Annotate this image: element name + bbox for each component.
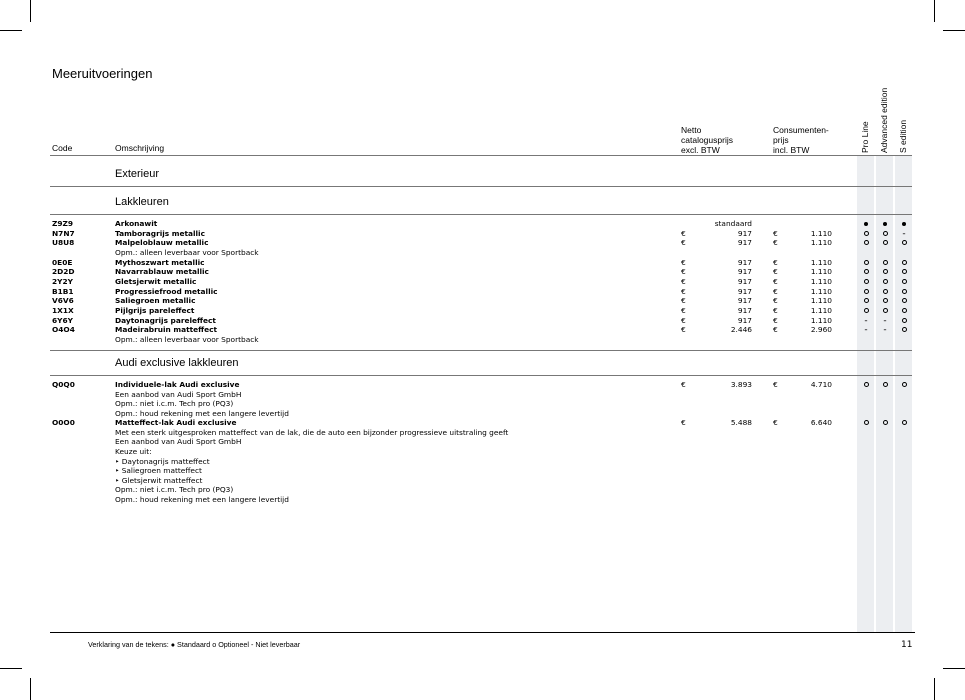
option-code: 6Y6Y [52, 315, 73, 325]
consumer-price: 1.110 [810, 286, 832, 296]
consumer-price: 1.110 [810, 296, 832, 306]
optional-ring-icon [883, 279, 888, 284]
table-row [0, 229, 965, 239]
note-text: Opm.: niet i.c.m. Tech pro (PQ3) [115, 485, 234, 495]
header-netto-line: catalogusprijs [681, 135, 733, 145]
section-exterieur: Exterieur [115, 168, 160, 180]
option-code: O4O4 [52, 325, 75, 335]
availability-advanced: - [883, 325, 887, 336]
note-row [0, 476, 965, 486]
currency-symbol: € [773, 238, 778, 248]
note-row [0, 495, 965, 505]
note-text: ‣ Saliegroen matteffect [115, 466, 202, 476]
availability-advanced: - [883, 315, 887, 326]
optional-ring-icon [883, 420, 888, 425]
consumer-price: 1.110 [810, 257, 832, 267]
availability-s-edition [898, 380, 910, 390]
netto-price: 2.446 [730, 325, 752, 335]
header-code: Code [52, 143, 73, 153]
standard-dot-icon [883, 222, 887, 226]
currency-symbol: € [773, 267, 778, 277]
section-divider [50, 214, 912, 215]
crop-mark [0, 30, 22, 31]
optional-ring-icon [902, 289, 907, 294]
netto-price: 5.488 [730, 418, 752, 428]
table-row [0, 296, 965, 306]
table-row [0, 238, 965, 248]
currency-symbol: € [773, 325, 778, 335]
table-row [0, 306, 965, 316]
note-text: Een aanbod van Audi Sport GmbH [115, 437, 242, 447]
standard-dot-icon [864, 222, 868, 226]
option-name: Daytonagrijs pareleffect [115, 315, 216, 325]
option-name: Navarrablauw metallic [115, 267, 209, 277]
option-code: O0O0 [52, 418, 75, 428]
crop-mark [934, 0, 935, 22]
availability-pro-line [860, 267, 872, 277]
option-name: Tamboragrijs metallic [115, 228, 205, 238]
section-divider [50, 350, 912, 351]
option-code: U8U8 [52, 238, 75, 248]
option-code: 1X1X [52, 306, 74, 316]
header-omschrijving: Omschrijving [115, 143, 165, 153]
option-name: Progressiefrood metallic [115, 286, 218, 296]
optional-ring-icon [864, 382, 869, 387]
availability-advanced [879, 219, 891, 229]
note-text: Opm.: alleen leverbaar voor Sportback [115, 248, 259, 257]
note-row [0, 485, 965, 495]
note-text: Opm.: niet i.c.m. Tech pro (PQ3) [115, 399, 234, 409]
netto-price: 917 [737, 267, 752, 277]
optional-ring-icon [902, 308, 907, 313]
netto-price: 917 [737, 238, 752, 248]
availability-s-edition [898, 306, 910, 316]
option-name: Madeirabruin matteffect [115, 325, 218, 335]
availability-advanced [879, 229, 891, 239]
currency-symbol: € [773, 277, 778, 287]
option-name: Mythoszwart metallic [115, 257, 205, 267]
table-row [0, 316, 965, 326]
availability-s-edition [898, 296, 910, 306]
table-row [0, 325, 965, 335]
footer-divider [50, 632, 915, 633]
crop-mark [0, 668, 22, 669]
availability-advanced [879, 287, 891, 297]
option-name: Gletsjerwit metallic [115, 277, 197, 287]
availability-pro-line [860, 258, 872, 268]
consumer-price: 1.110 [810, 306, 832, 316]
header-consumer-line: Consumenten- [773, 125, 829, 135]
optional-ring-icon [883, 240, 888, 245]
currency-symbol: € [681, 286, 686, 296]
optional-ring-icon [902, 420, 907, 425]
table-row [0, 219, 965, 229]
consumer-price: 1.110 [810, 277, 832, 287]
consumer-price: 1.110 [810, 238, 832, 248]
availability-pro-line [860, 219, 872, 229]
availability-s-edition [898, 287, 910, 297]
table-row [0, 418, 965, 428]
availability-advanced [879, 267, 891, 277]
header-pro-line: Pro Line [860, 121, 870, 153]
note-text: Opm.: houd rekening met een langere levertijd [115, 494, 289, 504]
availability-pro-line [860, 380, 872, 390]
option-code: 2Y2Y [52, 277, 73, 287]
availability-pro-line: - [864, 325, 868, 336]
availability-s-edition [898, 219, 910, 229]
availability-s-edition [898, 325, 910, 335]
currency-symbol: € [773, 296, 778, 306]
optional-ring-icon [902, 279, 907, 284]
currency-symbol: € [681, 267, 686, 277]
netto-price: 3.893 [730, 380, 752, 389]
option-code: B1B1 [52, 286, 74, 296]
option-name: Individuele-lak Audi exclusive [115, 380, 240, 389]
optional-ring-icon [902, 240, 907, 245]
crop-mark [934, 678, 935, 700]
availability-s-edition [898, 258, 910, 268]
optional-ring-icon [902, 318, 907, 323]
header-netto-price [681, 125, 733, 155]
optional-ring-icon [902, 382, 907, 387]
availability-s-edition [898, 238, 910, 248]
option-name: Pijlgrijs pareleffect [115, 306, 195, 316]
option-code: Z9Z9 [52, 219, 74, 228]
note-text: Keuze uit: [115, 447, 152, 457]
availability-pro-line [860, 238, 872, 248]
netto-price: 917 [737, 228, 752, 238]
availability-advanced [879, 306, 891, 316]
netto-price: 917 [737, 296, 752, 306]
note-text: Met een sterk uitgesproken matteffect van de lak, die de auto een bijzonder progressieve uitstraling geeft [115, 427, 509, 437]
consumer-price: 6.640 [810, 418, 832, 428]
optional-ring-icon [902, 298, 907, 303]
currency-symbol: € [773, 286, 778, 296]
availability-advanced [879, 296, 891, 306]
availability-pro-line [860, 418, 872, 428]
note-row [0, 248, 965, 258]
availability-s-edition [898, 316, 910, 326]
optional-ring-icon [883, 382, 888, 387]
page-number: 11 [901, 640, 913, 650]
option-code: 0E0E [52, 257, 73, 267]
currency-symbol: € [773, 380, 778, 389]
optional-ring-icon [864, 289, 869, 294]
optional-ring-icon [864, 240, 869, 245]
optional-ring-icon [864, 279, 869, 284]
optional-ring-icon [902, 327, 907, 332]
currency-symbol: € [773, 257, 778, 267]
availability-s-edition [898, 277, 910, 287]
availability-pro-line [860, 287, 872, 297]
availability-pro-line [860, 306, 872, 316]
currency-symbol: € [681, 380, 686, 389]
availability-s-edition: - [902, 228, 906, 239]
header-divider [50, 155, 912, 156]
availability-s-edition [898, 418, 910, 428]
option-name: Matteffect-lak Audi exclusive [115, 418, 237, 428]
note-row [0, 399, 965, 409]
currency-symbol: € [681, 296, 686, 306]
option-code: V6V6 [52, 296, 74, 306]
note-row [0, 437, 965, 447]
header-netto-line: Netto [681, 125, 702, 135]
table-row [0, 380, 965, 390]
table-row [0, 267, 965, 277]
currency-symbol: € [681, 306, 686, 316]
crop-mark [30, 678, 31, 700]
optional-ring-icon [883, 298, 888, 303]
currency-symbol: € [773, 315, 778, 325]
currency-symbol: € [681, 277, 686, 287]
availability-pro-line: - [864, 315, 868, 326]
note-text: Opm.: alleen leverbaar voor Sportback [115, 335, 259, 345]
section-divider [50, 186, 912, 187]
currency-symbol: € [773, 306, 778, 316]
note-text: ‣ Daytonagrijs matteffect [115, 456, 210, 466]
option-code: N7N7 [52, 228, 75, 238]
availability-advanced [879, 258, 891, 268]
optional-ring-icon [864, 420, 869, 425]
optional-ring-icon [864, 269, 869, 274]
table-row [0, 287, 965, 297]
netto-price: 917 [737, 286, 752, 296]
optional-ring-icon [883, 231, 888, 236]
note-row [0, 390, 965, 400]
netto-price: 917 [737, 257, 752, 267]
section-lakkleuren: Lakkleuren [115, 196, 169, 208]
currency-symbol: € [681, 418, 686, 428]
currency-symbol: € [681, 238, 686, 248]
option-code: Q0Q0 [52, 380, 75, 389]
consumer-price: 1.110 [810, 267, 832, 277]
table-row [0, 277, 965, 287]
consumer-price: 4.710 [810, 380, 832, 389]
option-name: Saliegroen metallic [115, 296, 196, 306]
optional-ring-icon [902, 269, 907, 274]
option-name: Malpeloblauw metallic [115, 238, 209, 248]
availability-s-edition [898, 267, 910, 277]
currency-symbol: € [681, 325, 686, 335]
optional-ring-icon [883, 308, 888, 313]
header-netto-line: excl. BTW [681, 145, 720, 155]
consumer-price: 2.960 [810, 325, 832, 335]
price-standaard: standaard [714, 219, 752, 228]
legend-text: Verklaring van de tekens: ● Standaard o Optioneel - Niet leverbaar [88, 640, 301, 649]
netto-price: 917 [737, 306, 752, 316]
note-row [0, 409, 965, 419]
header-advanced-edition: Advanced edition [879, 87, 889, 153]
crop-mark [943, 668, 965, 669]
section-audi-exclusive: Audi exclusive lakkleuren [115, 357, 239, 369]
header-consumer-price [773, 125, 829, 155]
availability-pro-line [860, 229, 872, 239]
availability-advanced [879, 418, 891, 428]
currency-symbol: € [773, 228, 778, 238]
note-row [0, 335, 965, 345]
note-text: ‣ Gletsjerwit matteffect [115, 475, 203, 485]
note-text: Opm.: houd rekening met een langere levertijd [115, 408, 289, 418]
availability-advanced [879, 277, 891, 287]
optional-ring-icon [864, 308, 869, 313]
table-row [0, 258, 965, 268]
availability-advanced [879, 380, 891, 390]
currency-symbol: € [773, 418, 778, 428]
optional-ring-icon [883, 260, 888, 265]
standard-dot-icon [902, 222, 906, 226]
optional-ring-icon [883, 289, 888, 294]
consumer-price: 1.110 [810, 228, 832, 238]
optional-ring-icon [883, 269, 888, 274]
note-row [0, 466, 965, 476]
optional-ring-icon [864, 231, 869, 236]
consumer-price: 1.110 [810, 315, 832, 325]
note-row [0, 457, 965, 467]
availability-pro-line [860, 277, 872, 287]
availability-advanced [879, 238, 891, 248]
crop-mark [943, 30, 965, 31]
optional-ring-icon [864, 260, 869, 265]
note-row [0, 447, 965, 457]
header-consumer-line: incl. BTW [773, 145, 810, 155]
page-title: Meeruitvoeringen [52, 66, 153, 81]
currency-symbol: € [681, 315, 686, 325]
note-row [0, 428, 965, 438]
option-code: 2D2D [52, 267, 75, 277]
availability-pro-line [860, 296, 872, 306]
currency-symbol: € [681, 257, 686, 267]
note-text: Een aanbod van Audi Sport GmbH [115, 389, 242, 399]
crop-mark [30, 0, 31, 22]
netto-price: 917 [737, 315, 752, 325]
currency-symbol: € [681, 228, 686, 238]
header-consumer-line: prijs [773, 135, 789, 145]
optional-ring-icon [864, 298, 869, 303]
option-name: Arkonawit [115, 219, 158, 228]
netto-price: 917 [737, 277, 752, 287]
section-divider [50, 375, 912, 376]
optional-ring-icon [902, 260, 907, 265]
header-s-edition: S edition [898, 119, 908, 153]
